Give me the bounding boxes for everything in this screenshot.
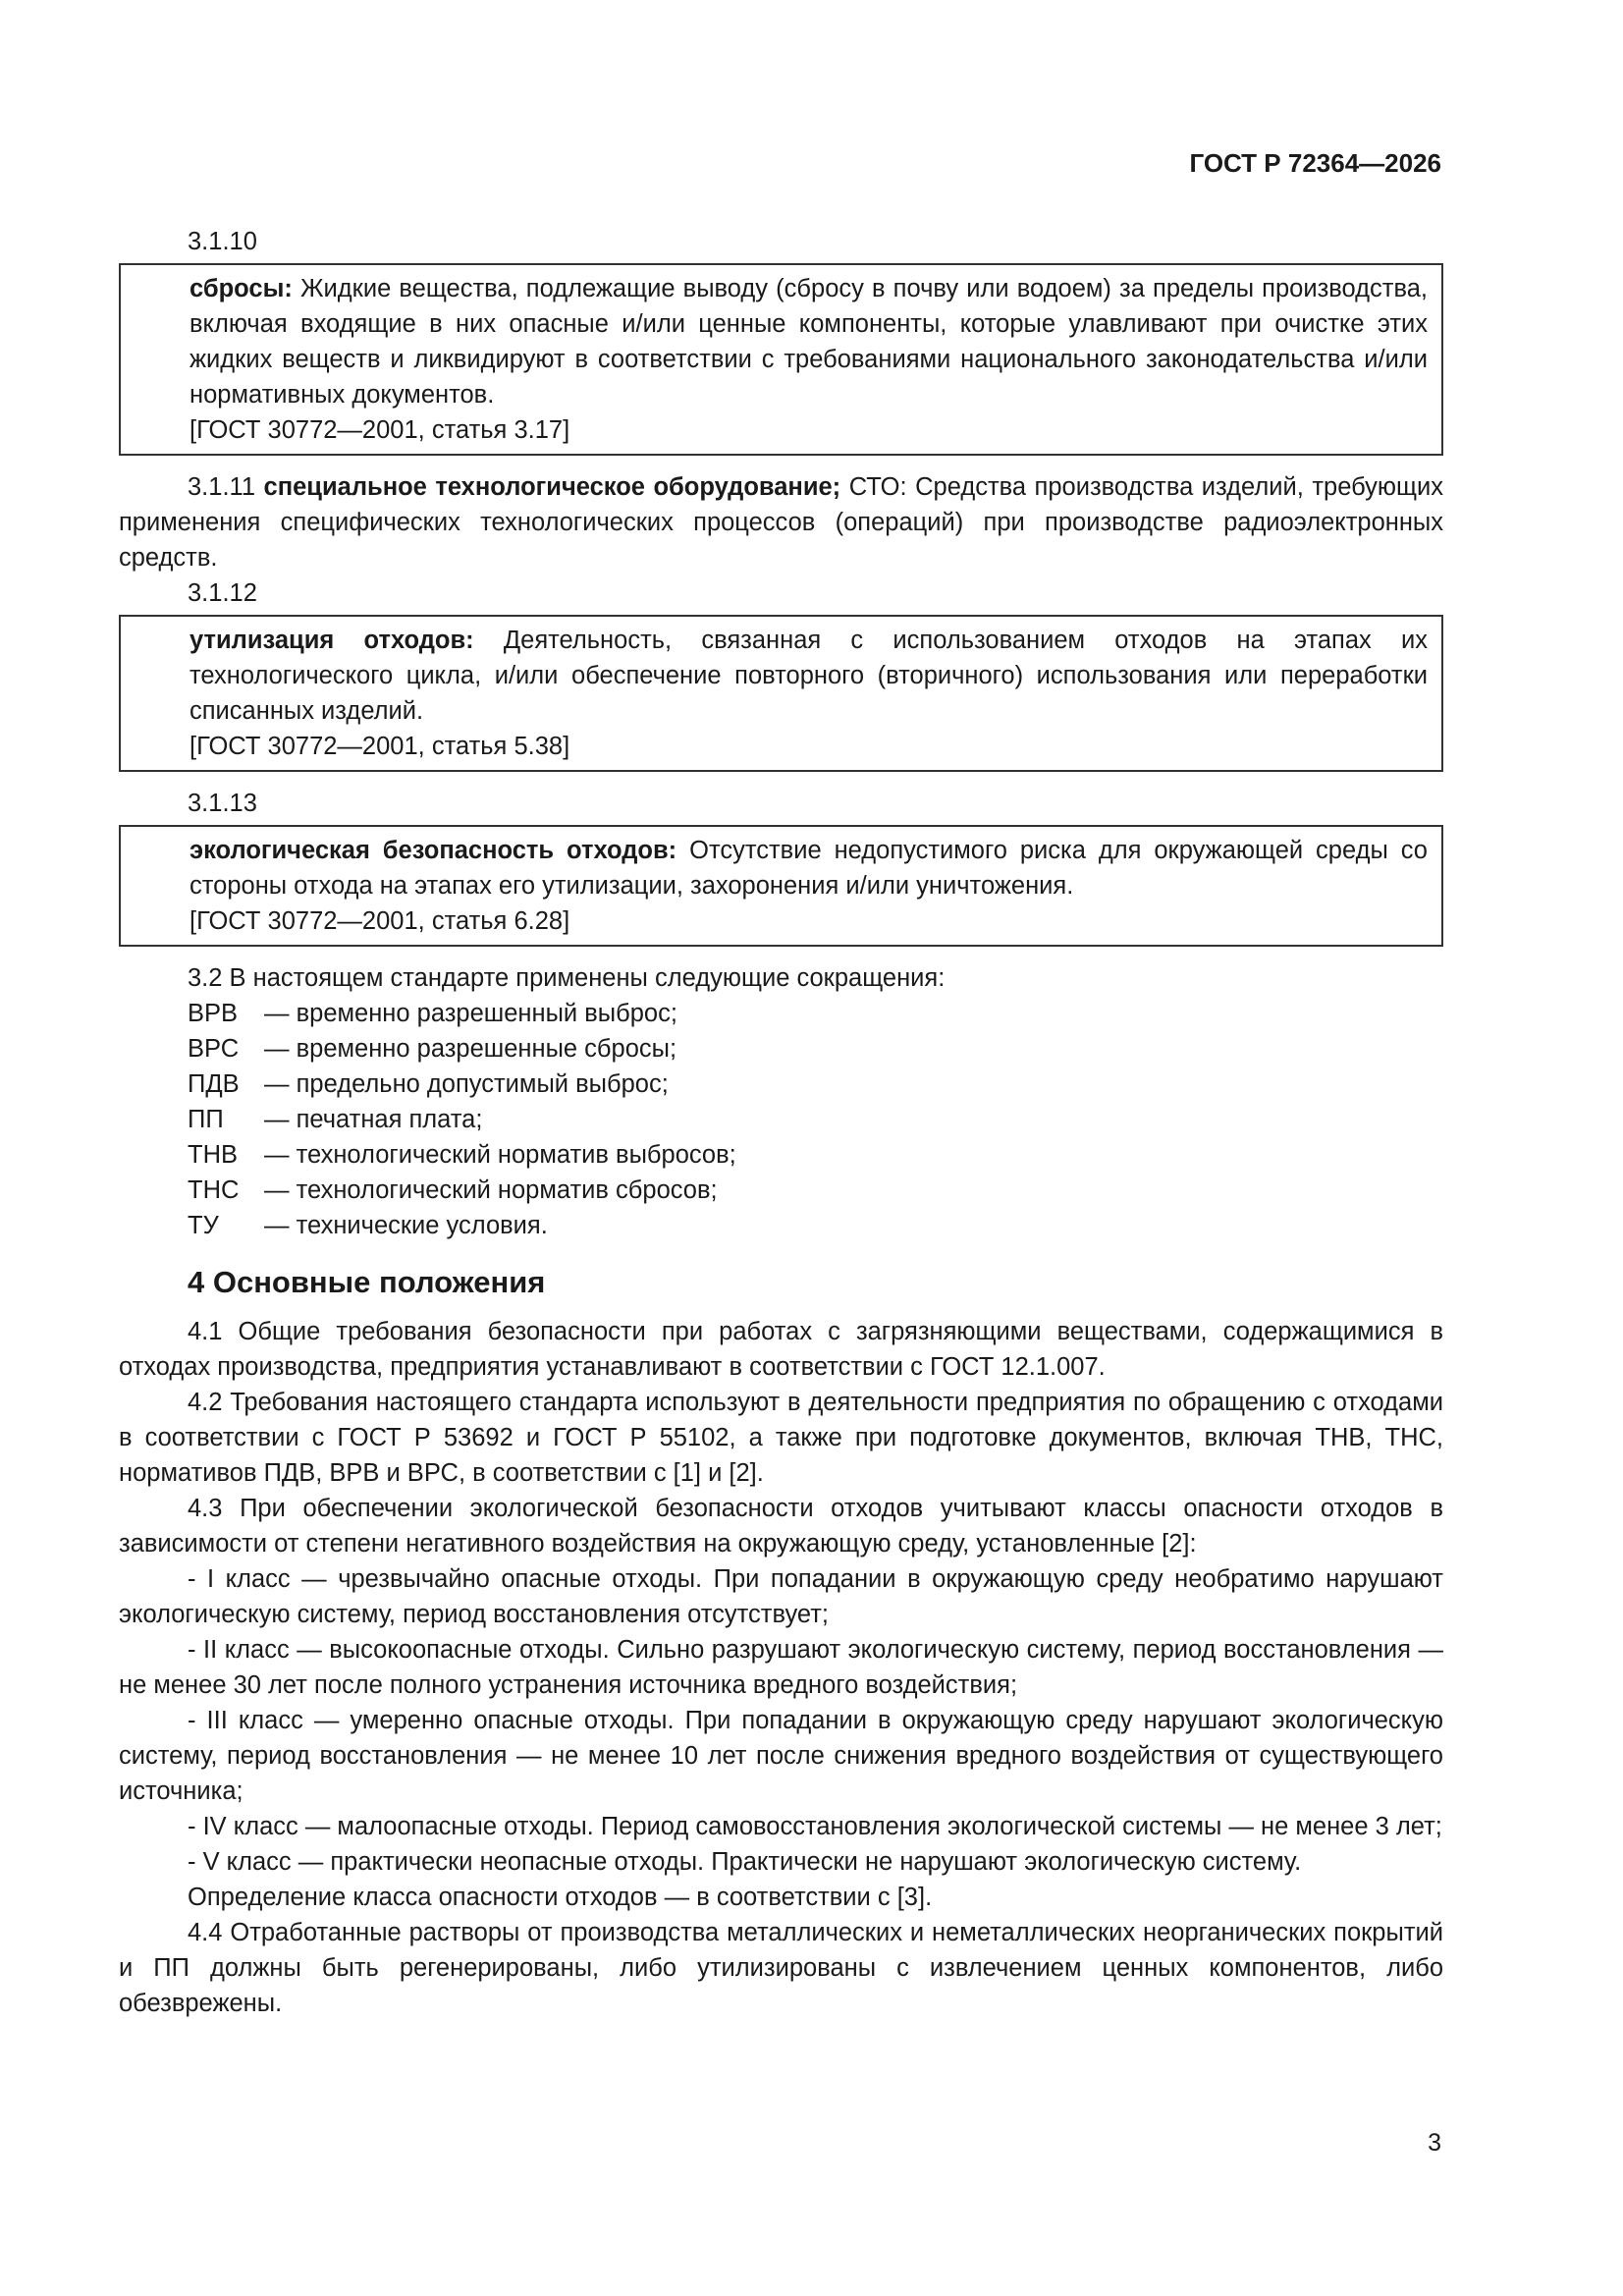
abbreviation-code: ТНВ [188,1141,238,1169]
term-source: [ГОСТ 30772—2001, статья 6.28] [189,907,570,935]
abbreviation-code: ТУ [188,1212,219,1239]
term-name: сбросы: [189,275,293,302]
abbreviation-item [188,1173,1443,1208]
abbreviation-list [119,996,1443,1243]
term-definition: Деятельность, связанная с использованием отходов на этапах их технологического цикла, и/или обеспечение повторного (вторичного) использования или переработки списанных изделий. [189,627,1428,725]
page-number: 3 [1428,2129,1441,2157]
document-code: ГОСТ Р 72364—2026 [1189,148,1441,178]
abbreviation-item [188,996,1443,1031]
hazard-class-item: - III класс — умеренно опасные отходы. При попадании в окружающую среду нарушают экологическую систему, период восстановления — не менее 10 лет после снижения вредного воздействия от существующего источника; [119,1707,1443,1805]
abbreviation-text: — временно разрешенный выброс; [264,1000,677,1027]
class-definition-note: Определение класса опасности отходов — в соответствии с [3]. [188,1884,933,1911]
abbreviation-text: — технологический норматив выбросов; [264,1141,736,1169]
paragraph-4-1: 4.1 Общие требования безопасности при работах с загрязняющими веществами, содержащимися в отходах производства, предприятия устанавливают в соответствии с ГОСТ 12.1.007. [119,1318,1443,1381]
abbreviation-code: ВРС [188,1035,240,1063]
abbreviation-text: — технологический норматив сбросов; [264,1176,718,1204]
hazard-class-item: - IV класс — малоопасные отходы. Период самовосстановления экологической системы — не менее 3 лет; [188,1813,1442,1840]
term-number: 3.1.13 [188,790,257,817]
paragraph-4-4: 4.4 Отработанные растворы от производства металлических и неметаллических неорганических покрытий и ПП должны быть регенерированы, либо утилизированы с извлечением ценных компонентов, либо обезврежены. [119,1919,1443,2017]
hazard-class-item: - I класс — чрезвычайно опасные отходы. При попадании в окружающую среду необратимо нарушают экологическую систему, период восстановления отсутствует; [119,1565,1443,1628]
term-box [119,825,1443,947]
paragraph-4-2: 4.2 Требования настоящего стандарта используют в деятельности предприятия по обращению с отходами в соответствии с ГОСТ Р 53692 и ГОСТ Р 55102, а также при подготовке документов, включая ТНВ, ТНС, нормативов ПДВ, ВРВ и ВРС, в соответствии с [1] и [2]. [119,1389,1443,1487]
abbreviation-item [188,1066,1443,1102]
page-content [119,224,1443,2021]
abbreviation-item [188,1102,1443,1137]
term-number: 3.1.11 [188,473,256,501]
abbreviation-item [188,1137,1443,1173]
term-name: экологическая безопасность отходов: [189,837,677,864]
hazard-class-item: - V класс — практически неопасные отходы. Практически не нарушают экологическую систему. [188,1848,1302,1876]
abbreviation-item [188,1031,1443,1066]
term-box [119,263,1443,456]
section-heading: 4 Основные положения [188,1265,546,1299]
abbreviation-text: — технические условия. [264,1212,548,1239]
term-3-1-11 [119,469,1443,575]
term-definition: Отсутствие недопустимого риска для окружающей среды со стороны отхода на этапах его утилизации, захоронения и/или уничтожения. [189,837,1428,900]
paragraph-4-3: 4.3 При обеспечении экологической безопасности отходов учитывают классы опасности отходов в зависимости от степени негативного воздействия на окружающую среду, установленные [2]: [119,1495,1443,1558]
term-name: специальное технологическое оборудование; [263,473,841,501]
abbreviation-item [188,1208,1443,1243]
term-name: утилизация отходов: [189,627,474,654]
term-box [119,615,1443,772]
abbreviation-text: — предельно допустимый выброс; [264,1070,669,1098]
term-source: [ГОСТ 30772—2001, статья 5.38] [189,733,570,760]
abbreviation-text: — временно разрешенные сбросы; [264,1035,677,1063]
abbreviation-text: — печатная плата; [264,1106,483,1133]
abbreviation-code: ТНС [188,1176,240,1204]
abbreviation-code: ПП [188,1106,224,1133]
term-number: 3.1.12 [188,579,257,607]
term-source: [ГОСТ 30772—2001, статья 3.17] [189,416,570,444]
abbreviation-code: ВРВ [188,1000,239,1027]
term-definition: Жидкие вещества, подлежащие выводу (сбросу в почву или водоем) за пределы производства, включая входящие в них опасные и/или ценные компоненты, которые улавливают при очистке этих жидких веществ и ликвидируют в соответствии с требованиями национального законодательства и/или нормативных документов. [189,275,1429,409]
abbreviation-code: ПДВ [188,1070,240,1098]
abbreviations-intro: 3.2 В настоящем стандарте применены следующие сокращения: [188,964,946,992]
hazard-class-item: - II класс — высокоопасные отходы. Сильно разрушают экологическую систему, период восстановления — не менее 30 лет после полного устранения источника вредного воздействия; [119,1636,1443,1699]
term-definition: СТО: Средства производства изделий, требующих применения специфических технологических процессов (операций) при производстве радиоэлектронных средств. [119,473,1443,572]
term-number: 3.1.10 [188,228,257,255]
